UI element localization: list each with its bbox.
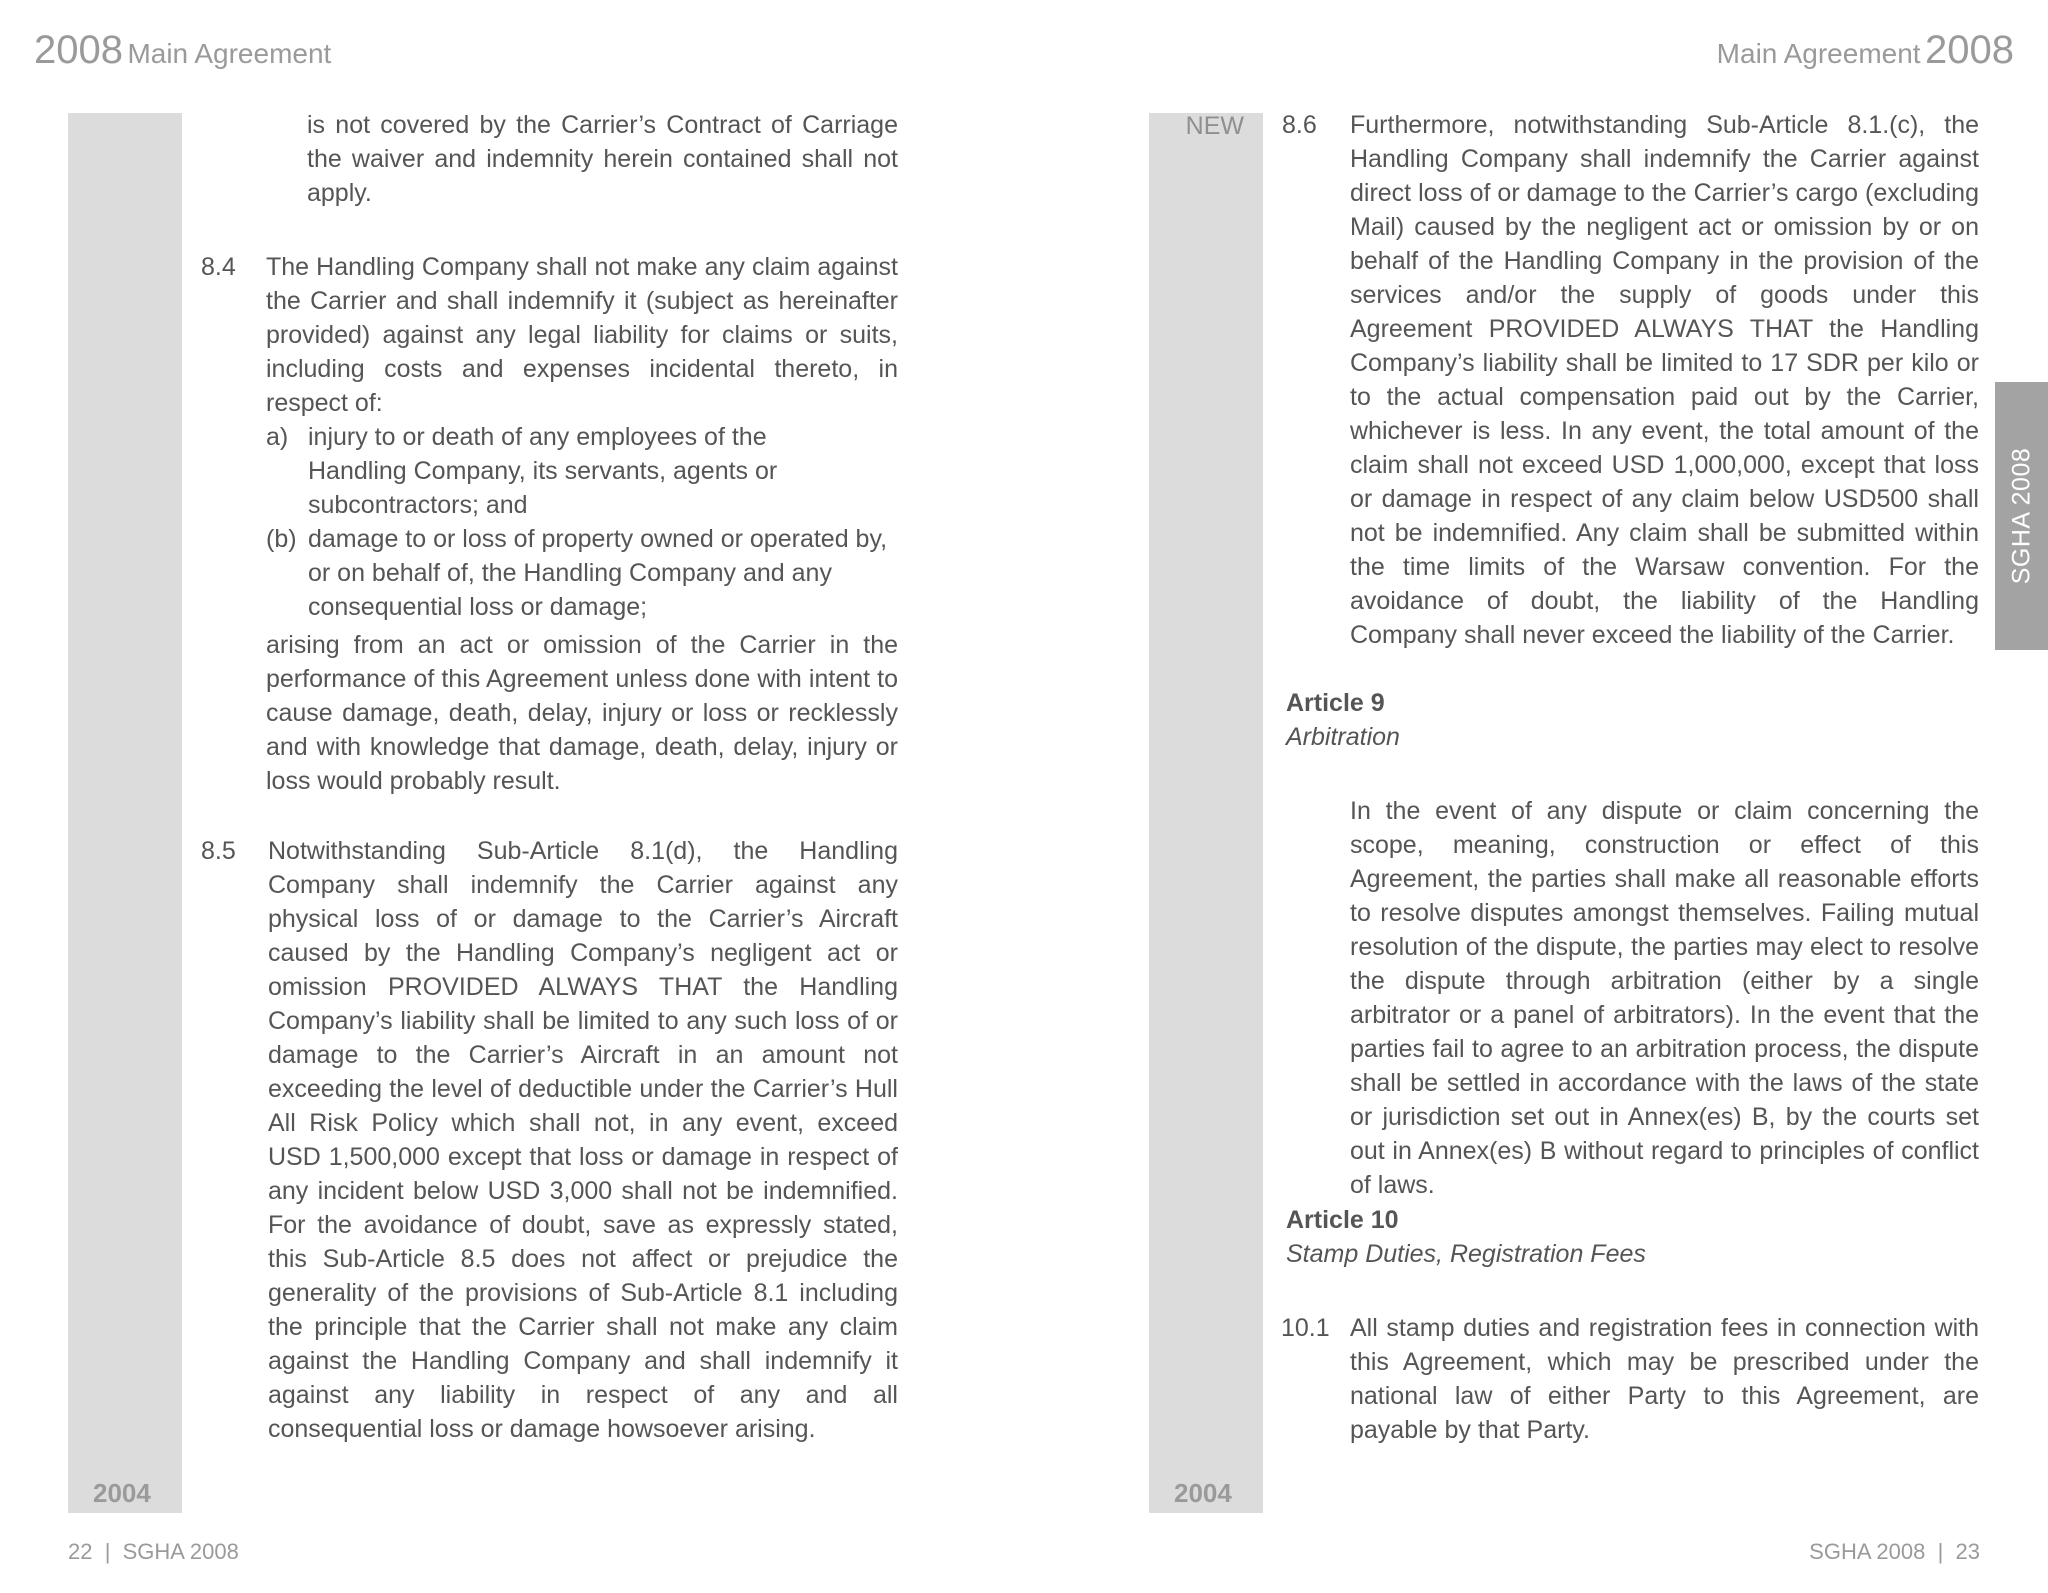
clause-number-10-1: 10.1 (1281, 1314, 1330, 1342)
list-item-text: injury to or death of any employees of the Handling Company, its servants, agents or subcontractors; and (308, 423, 778, 519)
margin-bar-left (68, 113, 182, 1513)
header-year: 2008 (1925, 28, 2014, 72)
header-title: Main Agreement (127, 38, 332, 69)
continuation-paragraph: is not covered by the Carrier’s Contract of Carriage the waiver and indemnity herein contained shall not apply. (307, 111, 898, 207)
footer-right: SGHA 2008 | 23 (1809, 1539, 1980, 1564)
clause-8-5: Notwithstanding Sub-Article 8.1(d), the Handling Company shall indemnify the Carrier against any physical loss of or damage to the Carrier’s Aircraft caused by the Handling Company’s negligent act or omission PROVIDED ALWAYS THAT the Handling Company’s liability shall be limited to any such loss of or damage to the Carrier’s Aircraft in an amount not exceeding the level of deductible under the Carrier’s Hull All Risk Policy which shall not, in any event, exceed USD 1,500,000 except that loss or damage in respect of any incident below USD 3,000 shall not be indemnified. For the avoidance of doubt, save as expressly stated, this Sub-Article 8.5 does not affect or prejudice the generality of the provisions of Sub-Article 8.1 including the principle that the Carrier shall not make any claim against the Handling Company and shall indemnify it against any liability in respect of any and all consequential loss or damage howsoever arising. (268, 837, 898, 1443)
article-9-heading (1286, 686, 1400, 754)
article-subtitle: Arbitration (1286, 723, 1400, 751)
clause-number-8-4: 8.4 (201, 253, 236, 281)
year-marker-left: 2004 (93, 1478, 151, 1508)
clause-number-8-6: 8.6 (1282, 111, 1317, 139)
clause-number-8-5: 8.5 (201, 837, 236, 865)
clause-8-4-intro: The Handling Company shall not make any claim against the Carrier and shall indemnify it (subject as hereinafter provided) against any legal liability for claims or suits, including costs and expenses incidental thereto, in respect of: (266, 253, 898, 417)
header-year: 2008 (34, 28, 123, 72)
year-marker-right: 2004 (1174, 1478, 1232, 1508)
sgha-side-tab[interactable] (1995, 382, 2048, 650)
clause-10-1: All stamp duties and registration fees in connection with this Agreement, which may be prescribed under the national law of either Party to this Agreement, are payable by that Party. (1350, 1314, 1979, 1444)
list-item-b (266, 522, 898, 624)
header-title: Main Agreement (1716, 38, 1921, 69)
article-9-text: In the event of any dispute or claim concerning the scope, meaning, construction or effect of this Agreement, the parties shall make all reasonable efforts to resolve disputes amongst themselves. Failing mutual resolution of the dispute, the parties may elect to resolve the dispute through arbitration (either by a single arbitrator or a panel of arbitrators). In the event that the parties fail to agree to an arbitration process, the dispute shall be settled in accordance with the laws of the state or jurisdiction set out in Annex(es) B, by the courts set out in Annex(es) B without regard to principles of conflict of laws. (1350, 797, 1979, 1199)
list-item-text: damage to or loss of property owned or operated by, or on behalf of, the Handling Company and any consequential loss or damage; (308, 525, 888, 621)
side-tab-label: SGHA 2008 (2007, 447, 2035, 585)
margin-bar-right (1149, 113, 1263, 1513)
new-marker: NEW (1185, 112, 1244, 140)
clause-8-6: Furthermore, notwithstanding Sub-Article 8.1.(c), the Handling Company shall indemnify the Carrier against direct loss of or damage to the Carrier’s cargo (excluding Mail) caused by the negligent act or omission by or on behalf of the Handling Company in the provision of the services and/or the supply of goods under this Agreement PROVIDED ALWAYS THAT the Handling Company’s liability shall be limited to 17 SDR per kilo or to the actual compensation paid out by the Carrier, whichever is less. In any event, the total amount of the claim shall not exceed USD 1,000,000, except that loss or damage in respect of any claim below USD500 shall not be indemnified. Any claim shall be submitted within the time limits of the Warsaw convention. For the avoidance of doubt, the liability of the Handling Company shall never exceed the liability of the Carrier. (1350, 111, 1979, 649)
clause-8-4-outro: arising from an act or omission of the Carrier in the performance of this Agreement unless done with intent to cause damage, death, delay, injury or loss or recklessly and with knowledge that damage, death, delay, injury or loss would probably result. (266, 631, 898, 795)
article-title: Article 9 (1286, 689, 1385, 717)
running-header-right (1717, 28, 2014, 73)
clause-8-4 (266, 250, 898, 798)
footer-left: 22 | SGHA 2008 (68, 1539, 239, 1564)
list-marker: a) (266, 423, 289, 451)
article-subtitle: Stamp Duties, Registration Fees (1286, 1240, 1646, 1268)
article-title: Article 10 (1286, 1206, 1399, 1234)
list-item-a (266, 420, 898, 522)
running-header-left (34, 28, 331, 73)
list-marker: (b) (266, 525, 297, 553)
article-10-heading (1286, 1203, 1646, 1271)
